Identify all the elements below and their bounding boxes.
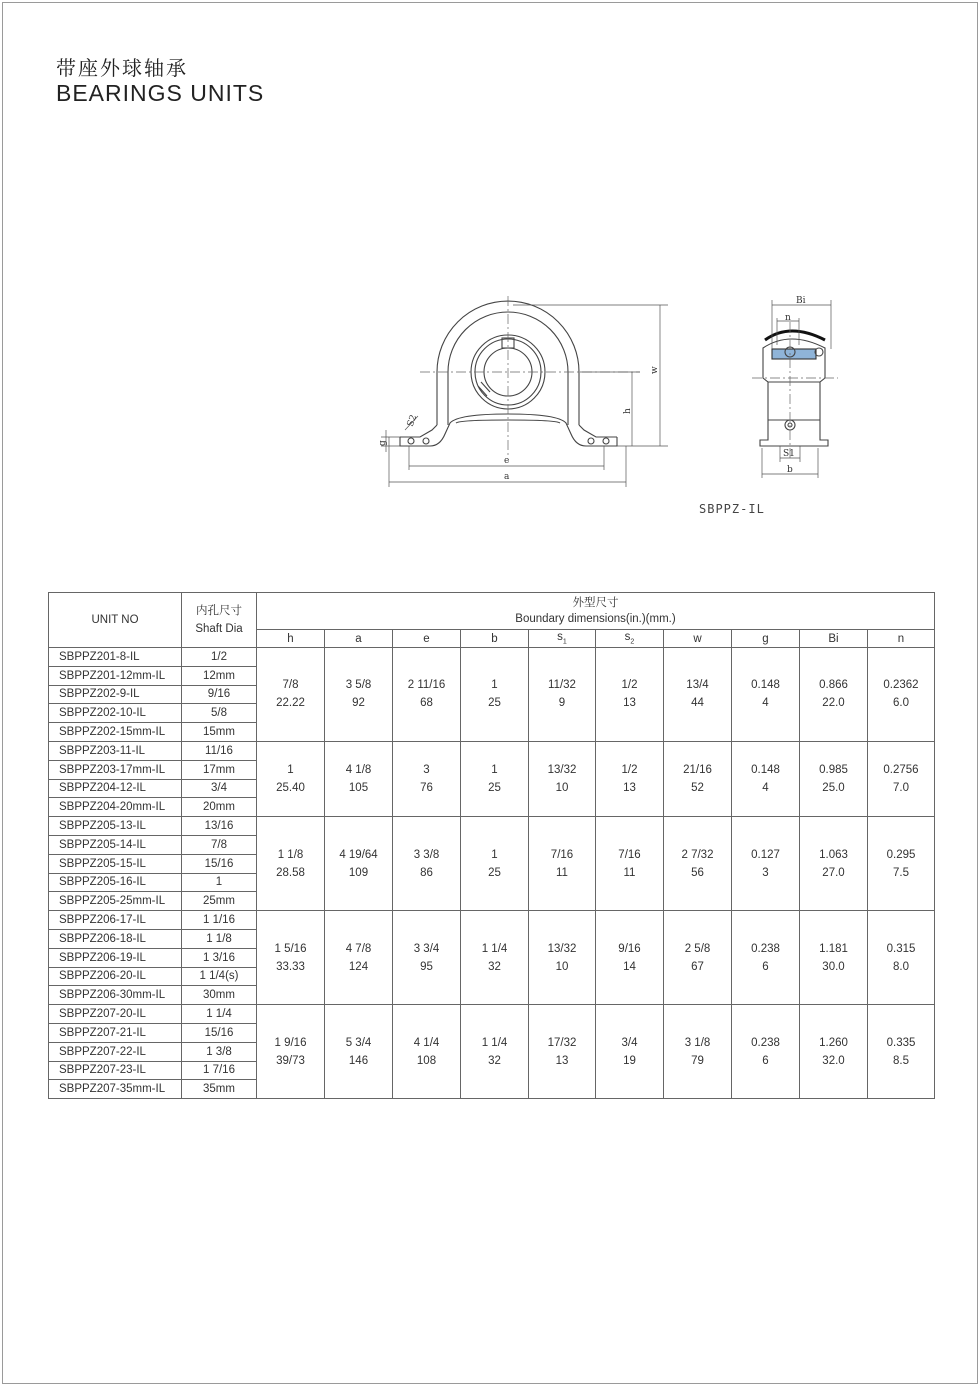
dimension-cell: 21/16 52	[664, 741, 732, 816]
dimension-cell: 0.315 8.0	[868, 911, 935, 1005]
dimension-cell: 1.063 27.0	[800, 817, 868, 911]
shaft-dia-cell: 1	[182, 873, 257, 892]
dimension-cell: 1 25.40	[257, 741, 325, 816]
dimension-cell: 1 25	[461, 817, 529, 911]
unit-no-cell: SBPPZ205-13-IL	[49, 817, 182, 836]
column-header: $s_2$	[596, 630, 664, 648]
table-row	[49, 1005, 935, 1024]
dimension-cell: 3/4 19	[596, 1005, 664, 1099]
unit-no-cell: SBPPZ205-16-IL	[49, 873, 182, 892]
dim-label-a: a	[504, 472, 510, 482]
shaft-dia-cell: 30mm	[182, 986, 257, 1005]
dimension-cell: 4 1/4 108	[393, 1005, 461, 1099]
shaft-dia-cell: 1 1/4(s)	[182, 967, 257, 986]
dimension-cell: 0.2756 7.0	[868, 741, 935, 816]
shaft-dia-header: 内孔尺寸 Shaft Dia	[182, 593, 257, 648]
dimension-cell: 9/16 14	[596, 911, 664, 1005]
shaft-dia-cell: 13/16	[182, 817, 257, 836]
shaft-dia-cell: 11/16	[182, 741, 257, 760]
dimension-cell: 17/32 13	[529, 1005, 596, 1099]
unit-no-cell: SBPPZ207-23-IL	[49, 1061, 182, 1080]
dimension-cell: 1 1/4 32	[461, 1005, 529, 1099]
dimension-cell: 2 5/8 67	[664, 911, 732, 1005]
unit-no-cell: SBPPZ205-25mm-IL	[49, 892, 182, 911]
shaft-dia-cell: 3/4	[182, 779, 257, 798]
unit-no-cell: SBPPZ203-11-IL	[49, 741, 182, 760]
dimension-cell: 0.2362 6.0	[868, 648, 935, 742]
dimension-cell: 13/4 44	[664, 648, 732, 742]
unit-no-cell: SBPPZ207-21-IL	[49, 1023, 182, 1042]
unit-no-cell: SBPPZ206-19-IL	[49, 948, 182, 967]
dimension-cell: 5 3/4 146	[325, 1005, 393, 1099]
unit-no-cell: SBPPZ206-20-IL	[49, 967, 182, 986]
unit-no-cell: SBPPZ202-9-IL	[49, 685, 182, 704]
dimension-cell: 1 25	[461, 648, 529, 742]
table-row	[49, 817, 935, 836]
dimension-cell: 13/32 10	[529, 741, 596, 816]
dimension-cell: 0.238 6	[732, 1005, 800, 1099]
bearing-unit-drawing	[360, 290, 840, 500]
shaft-dia-cell: 15/16	[182, 1023, 257, 1042]
dimension-cell: 1 1/8 28.58	[257, 817, 325, 911]
unit-no-cell: SBPPZ205-15-IL	[49, 854, 182, 873]
column-header: n	[868, 630, 935, 648]
dim-label-g: g	[378, 440, 388, 446]
unit-no-cell: SBPPZ207-22-IL	[49, 1042, 182, 1061]
unit-no-header: UNIT NO	[49, 593, 182, 648]
shaft-dia-cell: 15/16	[182, 854, 257, 873]
shaft-dia-cell: 1 3/16	[182, 948, 257, 967]
shaft-dia-cell: 35mm	[182, 1080, 257, 1099]
dim-label-e: e	[504, 456, 510, 466]
dimension-cell: 7/8 22.22	[257, 648, 325, 742]
shaft-dia-cell: 1 7/16	[182, 1061, 257, 1080]
dimension-cell: 1/2 13	[596, 648, 664, 742]
dimension-cell: 3 3/4 95	[393, 911, 461, 1005]
table-row	[49, 648, 935, 667]
unit-no-cell: SBPPZ206-18-IL	[49, 929, 182, 948]
dimension-cell: 4 1/8 105	[325, 741, 393, 816]
shaft-dia-cell: 5/8	[182, 704, 257, 723]
column-header: g	[732, 630, 800, 648]
dimension-cell: 3 1/8 79	[664, 1005, 732, 1099]
shaft-dia-cell: 9/16	[182, 685, 257, 704]
dimension-cell: 1/2 13	[596, 741, 664, 816]
dim-label-s1: S1	[783, 449, 795, 459]
side-view	[760, 331, 828, 446]
table-row	[49, 741, 935, 760]
dim-label-h: h	[623, 408, 633, 414]
shaft-dia-cell: 17mm	[182, 760, 257, 779]
shaft-dia-cell: 12mm	[182, 666, 257, 685]
dimension-cell: 0.238 6	[732, 911, 800, 1005]
dimension-cell: 4 7/8 124	[325, 911, 393, 1005]
dimension-cell: 0.148 4	[732, 648, 800, 742]
spec-table	[48, 592, 935, 1099]
unit-no-cell: SBPPZ201-8-IL	[49, 648, 182, 667]
shaft-dia-cell: 1/2	[182, 648, 257, 667]
dim-label-b: b	[787, 465, 793, 475]
unit-no-cell: SBPPZ204-20mm-IL	[49, 798, 182, 817]
dimension-cell: 3 3/8 86	[393, 817, 461, 911]
column-header: Bi	[800, 630, 868, 648]
column-header: w	[664, 630, 732, 648]
column-header: h	[257, 630, 325, 648]
dimension-cell: 3 5/8 92	[325, 648, 393, 742]
dimension-cell: 1 25	[461, 741, 529, 816]
dimension-cell: 7/16 11	[529, 817, 596, 911]
unit-no-cell: SBPPZ206-17-IL	[49, 911, 182, 930]
unit-no-cell: SBPPZ203-17mm-IL	[49, 760, 182, 779]
column-header: b	[461, 630, 529, 648]
dimension-cell: 0.127 3	[732, 817, 800, 911]
dimension-cell: 7/16 11	[596, 817, 664, 911]
unit-no-cell: SBPPZ207-20-IL	[49, 1005, 182, 1024]
dimension-cell: 2 11/16 68	[393, 648, 461, 742]
dim-label-w: w	[650, 366, 660, 374]
unit-no-cell: SBPPZ202-15mm-IL	[49, 723, 182, 742]
dimension-cell: 0.985 25.0	[800, 741, 868, 816]
table-row	[49, 911, 935, 930]
column-header: e	[393, 630, 461, 648]
page-title-english: BEARINGS UNITS	[56, 80, 265, 106]
unit-no-cell: SBPPZ205-14-IL	[49, 835, 182, 854]
dimension-cell: 11/32 9	[529, 648, 596, 742]
boundary-dims-header: 外型尺寸 Boundary dimensions(in.)(mm.)	[257, 593, 935, 630]
front-view	[400, 301, 617, 446]
dim-label-bi: Bi	[796, 296, 806, 306]
dimension-cell: 13/32 10	[529, 911, 596, 1005]
dimension-cell: 1 1/4 32	[461, 911, 529, 1005]
dimension-cell: 4 19/64 109	[325, 817, 393, 911]
dimension-cell: 1.181 30.0	[800, 911, 868, 1005]
dimension-cell: 3 76	[393, 741, 461, 816]
dimension-cell: 1.260 32.0	[800, 1005, 868, 1099]
unit-no-cell: SBPPZ201-12mm-IL	[49, 666, 182, 685]
shaft-dia-cell: 1 3/8	[182, 1042, 257, 1061]
shaft-dia-cell: 7/8	[182, 835, 257, 854]
dimension-cell: 1 9/16 39/73	[257, 1005, 325, 1099]
dimension-cell: 0.148 4	[732, 741, 800, 816]
dimension-cell: 0.335 8.5	[868, 1005, 935, 1099]
dim-label-s2: S2	[405, 413, 420, 429]
shaft-dia-cell: 1 1/4	[182, 1005, 257, 1024]
model-caption: SBPPZ-IL	[699, 502, 765, 516]
dimension-cell: 0.295 7.5	[868, 817, 935, 911]
unit-no-cell: SBPPZ207-35mm-IL	[49, 1080, 182, 1099]
column-header: $s_1$	[529, 630, 596, 648]
page-title-chinese: 带座外球轴承	[56, 56, 188, 80]
shaft-dia-cell: 25mm	[182, 892, 257, 911]
unit-no-cell: SBPPZ202-10-IL	[49, 704, 182, 723]
dimension-cell: 1 5/16 33.33	[257, 911, 325, 1005]
dim-label-n: n	[785, 313, 791, 323]
dimension-cell: 0.866 22.0	[800, 648, 868, 742]
dimension-cell: 2 7/32 56	[664, 817, 732, 911]
shaft-dia-cell: 20mm	[182, 798, 257, 817]
shaft-dia-cell: 15mm	[182, 723, 257, 742]
unit-no-cell: SBPPZ204-12-IL	[49, 779, 182, 798]
shaft-dia-cell: 1 1/16	[182, 911, 257, 930]
shaft-dia-cell: 1 1/8	[182, 929, 257, 948]
column-header: a	[325, 630, 393, 648]
unit-no-cell: SBPPZ206-30mm-IL	[49, 986, 182, 1005]
